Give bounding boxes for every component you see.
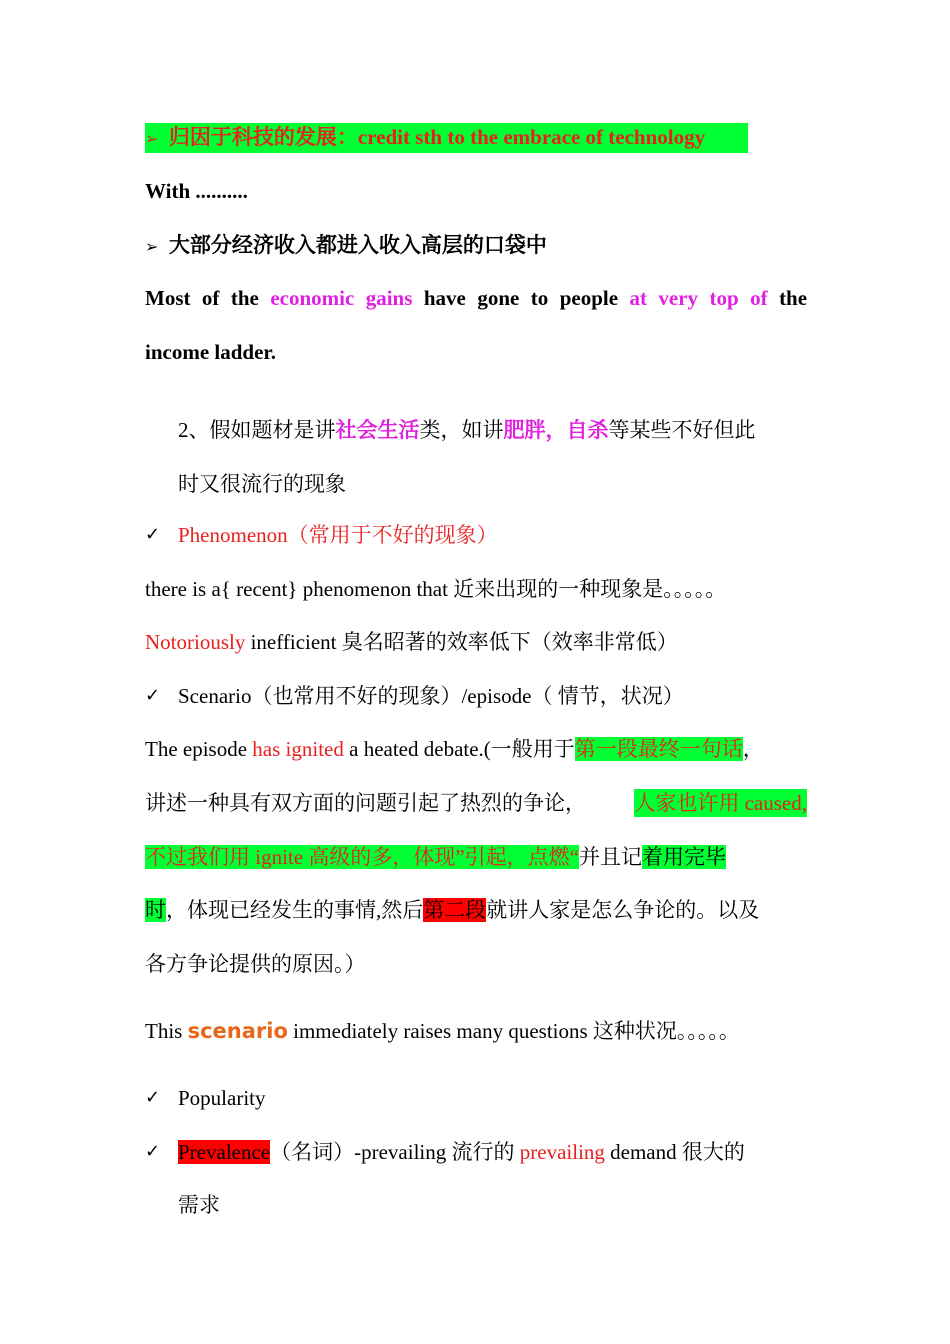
recent-phenomenon-line: there is a{ recent} phenomenon that 近来出现的一种现象是。。。。。 — [145, 577, 727, 601]
green-highlight: 人家也许用 caused, — [634, 791, 807, 815]
green-highlight: 着用完毕 — [641, 845, 726, 869]
notoriously-line — [145, 628, 807, 656]
text: the — [779, 286, 808, 310]
text: inefficient 臭名昭著的效率低下（效率非常低） — [245, 630, 678, 654]
bullet-text: 大部分经济收入都进入收入高层的口袋中 — [168, 233, 547, 257]
green-highlight: 第一段最终一句话 — [574, 737, 743, 761]
text: 就讲人家是怎么争论的。以及 — [486, 898, 760, 922]
text: 并且记 — [578, 845, 642, 869]
text: The episode — [145, 737, 253, 761]
episode-line4 — [145, 896, 807, 924]
red-highlight: Prevalence — [178, 1140, 271, 1164]
checkmark-icon: ✓ — [145, 1141, 161, 1162]
gains-sentence-line1 — [145, 284, 807, 312]
highlight-term: has ignited — [252, 737, 344, 761]
text: This — [145, 1019, 188, 1043]
phenomenon-heading: Phenomenon（常用于不好的现象） — [178, 523, 498, 547]
bullet-income-top — [145, 231, 807, 261]
text: ，体现已经发生的事情,然后 — [166, 898, 424, 922]
text: ， — [742, 737, 764, 761]
popularity-heading: Popularity — [178, 1086, 266, 1110]
bullet-text: 归因于科技的发展：credit sth to the embrace of technology — [168, 125, 706, 149]
episode-line2 — [145, 789, 807, 817]
checkmark-icon: ✓ — [145, 1087, 161, 1108]
checkmark-icon: ✓ — [145, 524, 161, 545]
text: 类，如讲 — [419, 418, 504, 442]
green-highlight: 不过我们用 ignite 高级的多，体现”引起，点燃“ — [145, 845, 579, 869]
checkmark-icon: ✓ — [145, 685, 161, 706]
text: （名词）-prevailing 流行的 — [270, 1140, 520, 1164]
item2-line1 — [178, 416, 807, 444]
gains-sentence-line2: income ladder. — [145, 340, 277, 364]
text: 讲述一种具有双方面的问题引起了热烈的争论， — [145, 791, 586, 815]
item2-line2: 时又很流行的现象 — [178, 472, 346, 496]
text: have gone to people — [423, 286, 619, 310]
prevalence-line2: 需求 — [178, 1193, 220, 1217]
highlight-term: prevailing — [519, 1140, 605, 1164]
text: 等某些不好但此 — [608, 418, 756, 442]
episode-line5: 各方争论提供的原因。） — [145, 952, 366, 976]
text: Most of the — [145, 286, 259, 310]
text: demand 很大的 — [604, 1140, 745, 1164]
highlight-term: scenario — [187, 1019, 288, 1043]
arrow-bullet-icon: ➢ — [145, 237, 159, 256]
text: immediately raises many questions 这种状况。。。。。 — [287, 1019, 740, 1043]
highlight-term: at very top of — [629, 286, 768, 310]
highlight-term: economic gains — [270, 286, 413, 310]
bullet-credit-technology — [145, 123, 748, 153]
red-highlight: 第二段 — [423, 898, 487, 922]
arrow-bullet-icon: ➢ — [145, 129, 159, 148]
text: a heated debate.(一般用于 — [343, 737, 575, 761]
highlight-term: 社会生活 — [335, 418, 420, 442]
highlight-term: 肥胖，自杀 — [503, 418, 609, 442]
episode-line3 — [145, 843, 807, 871]
episode-line1 — [145, 735, 807, 763]
text: 2、假如题材是讲 — [178, 418, 336, 442]
scenario-heading: Scenario（也常用不好的现象）/episode（ 情节，状况） — [178, 684, 684, 708]
this-scenario-line — [145, 1017, 830, 1045]
highlight-term: Notoriously — [145, 630, 246, 654]
green-highlight: 时 — [145, 898, 166, 922]
prevalence-line1 — [178, 1138, 807, 1166]
with-line: With .......... — [145, 179, 248, 203]
